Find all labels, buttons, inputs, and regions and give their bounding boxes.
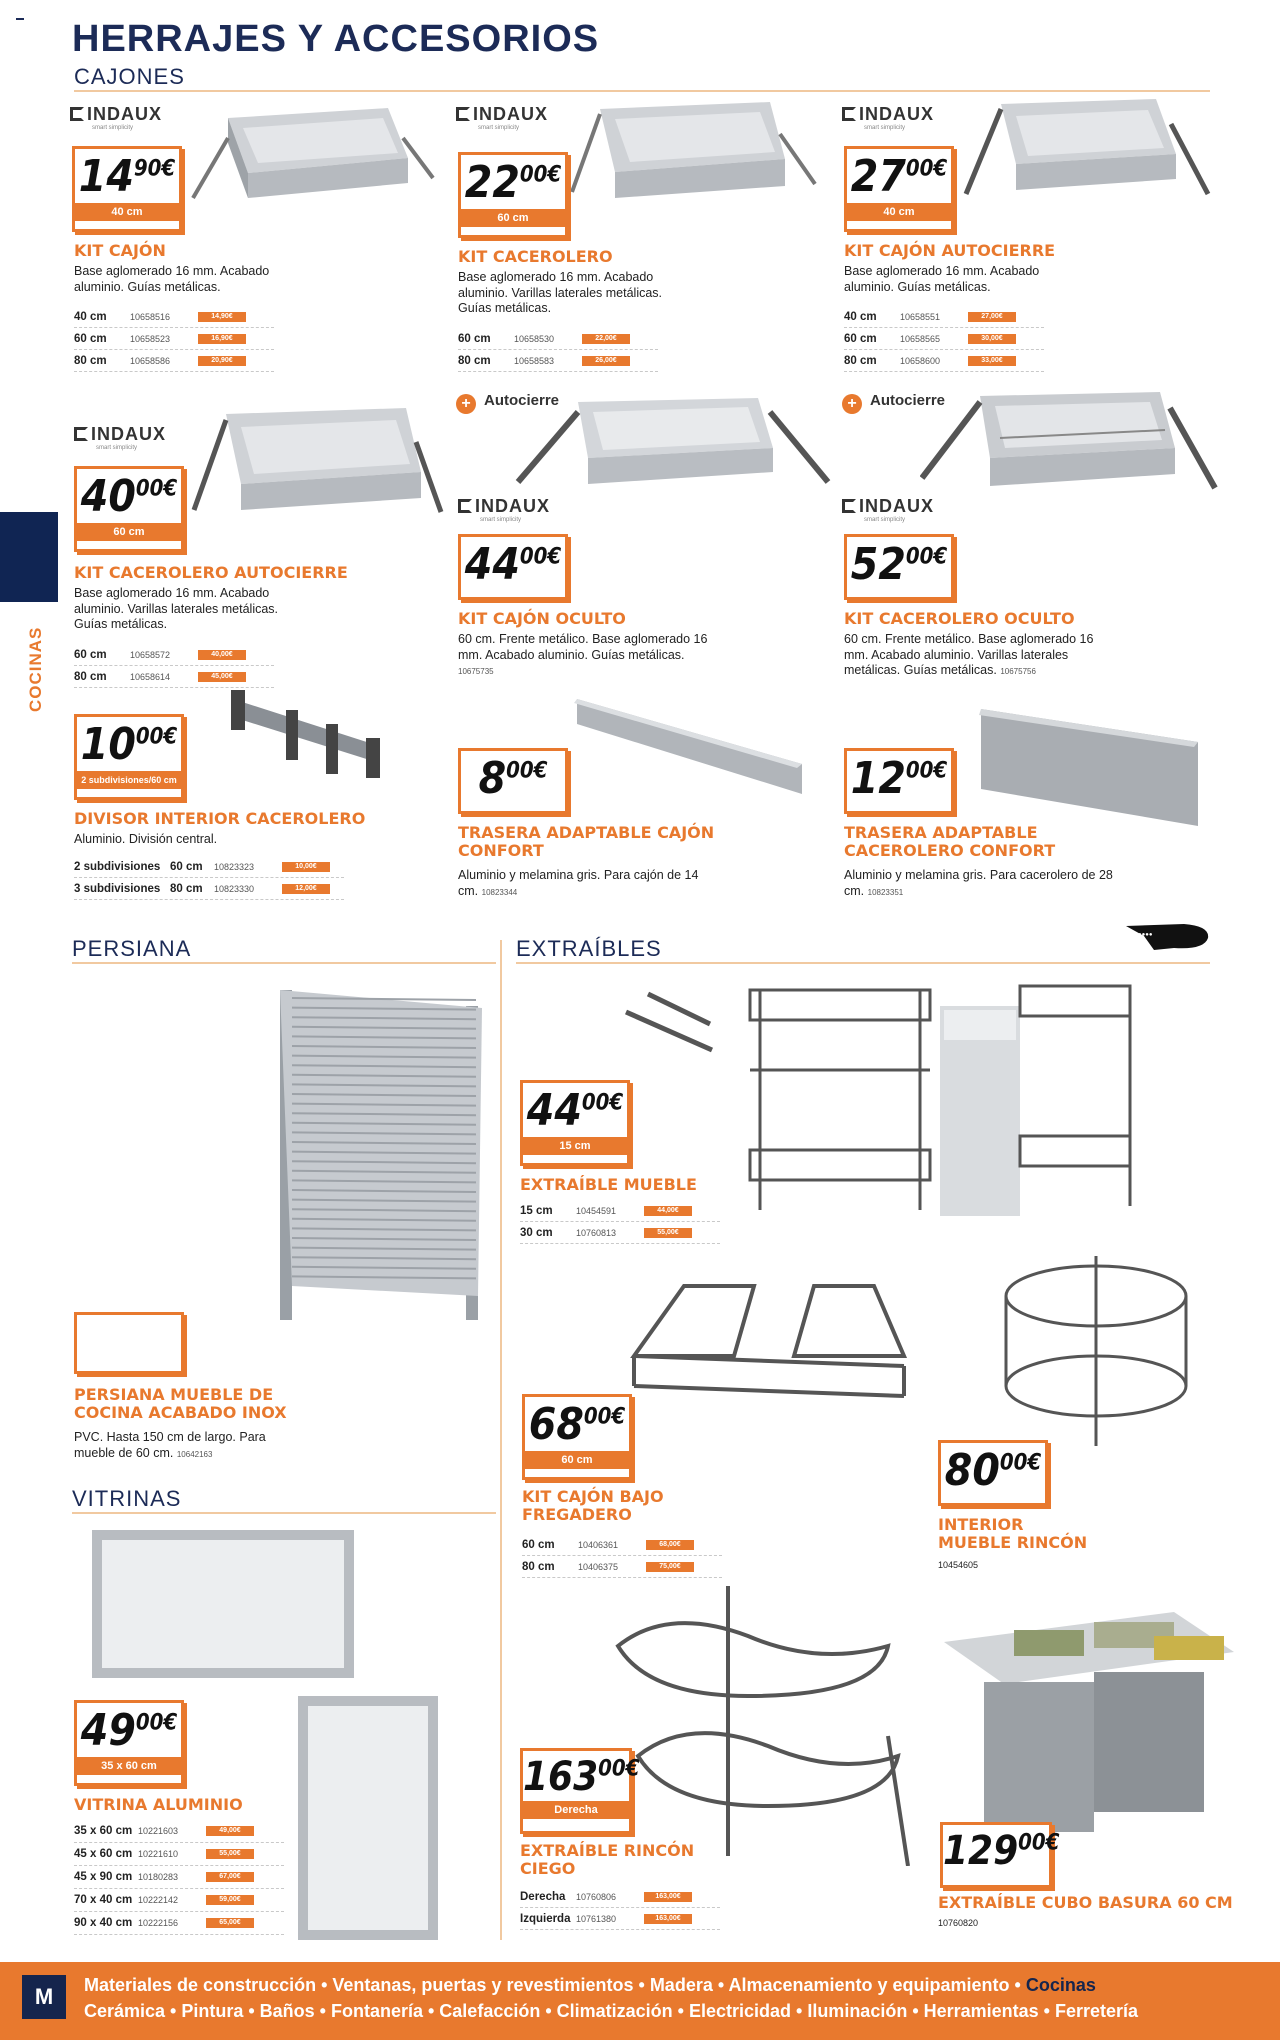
spec-row: 30 cm 10760813 55,00€ <box>520 1222 720 1244</box>
spec-table <box>74 306 274 372</box>
brand-mark-icon <box>70 107 84 121</box>
price-value: $22^{00€}$ <box>464 157 562 208</box>
price-tag: 35 x 60 cm <box>77 1757 181 1775</box>
price-tag: 60 cm <box>525 1451 629 1469</box>
brand-logo: INDAUX smart simplicity <box>458 496 550 523</box>
spec-row: 80 cm 10658586 20,90€ <box>74 350 274 372</box>
pullout-basket-image <box>740 970 940 1220</box>
waste-bin-pullout-image <box>924 1612 1240 1852</box>
product-desc: Base aglomerado 16 mm. Acabado aluminio. Guías metálicas. <box>844 264 1040 294</box>
divider-image <box>226 690 386 790</box>
spec-row: 80 cm 10658614 45,00€ <box>74 666 274 688</box>
price-badge <box>458 534 568 600</box>
hidden-cacerolero-image <box>920 388 1220 498</box>
spec-row: 40 cm 10658516 14,90€ <box>74 306 274 328</box>
plus-circle-icon: + <box>842 394 862 414</box>
section-rule <box>72 1512 496 1514</box>
price-badge <box>74 714 184 800</box>
price-value: $14^{90€}$ <box>78 151 176 202</box>
spec-table <box>522 1534 722 1578</box>
pullout-cabinet-image <box>930 976 1140 1236</box>
spec-row: 60 cm 10406361 68,00€ <box>522 1534 722 1556</box>
price-tag: 60 cm <box>461 209 565 227</box>
price-tag: 2 subdivisiones/60 cm <box>77 771 181 789</box>
back-panel-cacerolero-image <box>976 704 1206 834</box>
hidden-drawer-image <box>508 392 838 502</box>
product-name: EXTRAÍBLE CUBO BASURA 60 CM <box>938 1893 1233 1912</box>
spec-row: 45 x 60 cm 10221610 55,00€ <box>74 1843 284 1866</box>
price-value: $49^{00€}$ <box>80 1705 178 1756</box>
price-value: $8^{00€}$ <box>478 753 548 804</box>
product-desc: Aluminio. División central. <box>74 832 218 846</box>
brand-logo: INDAUX smart simplicity <box>74 424 166 451</box>
spec-row: 40 cm 10658551 27,00€ <box>844 306 1044 328</box>
spec-row: Derecha 10760806 163,00€ <box>520 1886 720 1908</box>
price-badge <box>844 146 954 232</box>
product-desc: 60 cm. Frente metálico. Base aglomerado 16 mm. Acabado aluminio. Varillas laterales metálicas. Guías metálicas. 10675756 <box>844 632 1094 678</box>
spec-row: 80 cm 10406375 75,00€ <box>522 1556 722 1578</box>
supplier-logo <box>1124 916 1212 952</box>
product-name: DIVISOR INTERIOR CACEROLERO <box>74 809 366 828</box>
brand-logo: INDAUX smart simplicity <box>842 496 934 523</box>
price-tag: Derecha <box>523 1801 629 1819</box>
product-name: KIT CAJÓN AUTOCIERRE <box>844 241 1056 260</box>
price-badge <box>520 1748 640 1834</box>
product-desc: Aluminio y melamina gris. Para cajón de 14 cm. 10823344 <box>458 868 699 898</box>
product-name: KIT CAJÓN <box>74 241 166 260</box>
brand-name: INDAUX <box>87 104 163 124</box>
product-name: VITRINA ALUMINIO <box>74 1795 243 1814</box>
spec-row: 80 cm 10658583 26,00€ <box>458 350 658 372</box>
product-code: 10760820 <box>938 1918 979 1928</box>
spec-table <box>74 644 274 688</box>
product-name: INTERIOR MUEBLE RINCÓN <box>938 1515 1088 1553</box>
spec-row: 60 cm 10658523 16,90€ <box>74 328 274 350</box>
price-tag: 60 cm <box>77 523 181 541</box>
slide-rails-image <box>618 988 718 1058</box>
spec-row: 60 cm 10658530 22,00€ <box>458 328 658 350</box>
price-badge <box>844 534 954 600</box>
back-panel-image <box>572 694 812 804</box>
product-name: EXTRAÍBLE RINCÓN CIEGO <box>520 1841 695 1879</box>
spec-table <box>74 856 344 900</box>
spec-row: 2 subdivisiones 60 cm 10823323 10,00€ <box>74 856 344 878</box>
product-name: TRASERA ADAPTABLE CACEROLERO CONFORT <box>844 823 1056 861</box>
section-vitrinas-title: VITRINAS <box>72 1486 182 1511</box>
footer-categories <box>84 1972 1214 2024</box>
product-desc: Base aglomerado 16 mm. Acabado aluminio. Guías metálicas. <box>74 264 270 294</box>
brand-logo <box>70 104 162 131</box>
price-tag: 15 cm <box>523 1137 627 1155</box>
price-badge <box>74 1700 184 1786</box>
price-value: $163^{00€}$ <box>523 1754 640 1800</box>
page-title: HERRAJES Y ACCESORIOS <box>72 18 600 60</box>
product-desc: PVC. Hasta 150 cm de largo. Para mueble de 60 cm. 10642163 <box>74 1430 266 1460</box>
product-desc: 60 cm. Frente metálico. Base aglomerado 16 mm. Acabado aluminio. Guías metálicas. 10675735 <box>458 632 708 677</box>
spec-row: 3 subdivisiones 80 cm 10823330 12,00€ <box>74 878 344 900</box>
price-badge <box>520 1080 630 1166</box>
spec-row: Izquierda 10761380 163,00€ <box>520 1908 720 1930</box>
product-name: KIT CACEROLERO AUTOCIERRE <box>74 563 348 582</box>
product-name: KIT CAJÓN OCULTO <box>458 609 626 628</box>
product-desc: Base aglomerado 16 mm. Acabado aluminio. Varillas laterales metálicas. Guías metálicas. <box>458 270 663 316</box>
blind-corner-pullout-image <box>608 1586 918 1866</box>
spec-row: 35 x 60 cm 10221603 49,00€ <box>74 1820 284 1843</box>
section-extraibles-title: EXTRAÍBLES <box>516 936 662 961</box>
price-value: $68^{00€}$ <box>528 1399 626 1450</box>
autocierre-drawer-image <box>956 94 1216 204</box>
price-badge <box>74 466 184 552</box>
spec-row: 70 x 40 cm 10222142 59,00€ <box>74 1889 284 1912</box>
section-rule <box>74 90 1210 92</box>
brand-logo: INDAUX smart simplicity <box>456 104 548 131</box>
svg-text:●●●●: ●●●● <box>1138 932 1153 938</box>
footer-line-1: Materiales de construcción • Ventanas, puertas y revestimientos • Madera • Almacenamiento y equipamiento • Cocinas <box>84 1975 1096 1995</box>
spec-table <box>74 1820 284 1935</box>
product-name: PERSIANA MUEBLE DE COCINA ACABADO INOX <box>74 1385 287 1423</box>
spec-row: 60 cm 10658565 30,00€ <box>844 328 1044 350</box>
spec-table <box>458 328 658 372</box>
corner-carousel-image <box>996 1256 1206 1446</box>
price-value: $10^{00€}$ <box>80 719 178 770</box>
price-value: $40^{00€}$ <box>80 471 178 522</box>
price-value: $44^{00€}$ <box>464 539 562 590</box>
price-badge <box>844 748 954 814</box>
spec-row: 60 cm 10658572 40,00€ <box>74 644 274 666</box>
product-desc: Base aglomerado 16 mm. Acabado aluminio. Varillas laterales metálicas. Guías metálicas. <box>74 586 279 632</box>
price-value: $52^{00€}$ <box>850 539 948 590</box>
section-rule <box>72 962 496 964</box>
spec-table <box>844 306 1044 372</box>
side-category-label: COCINAS <box>26 626 45 712</box>
glass-cabinet-horizontal-image <box>92 1530 354 1678</box>
section-rule <box>516 962 1210 964</box>
spec-table <box>520 1200 720 1244</box>
plus-circle-icon: + <box>456 394 476 414</box>
price-badge <box>458 748 568 814</box>
under-sink-drawer-image <box>614 1266 914 1416</box>
spec-table <box>520 1886 720 1930</box>
price-badge-empty <box>74 1312 184 1374</box>
price-tag: 40 cm <box>75 203 179 221</box>
roller-shutter-image <box>276 986 486 1326</box>
drawer-kit-image <box>188 98 438 208</box>
price-value: $44^{00€}$ <box>526 1085 624 1136</box>
store-logo: M <box>22 1975 66 2019</box>
glass-cabinet-vertical-image <box>298 1696 438 1940</box>
brand-mark-icon <box>456 107 470 121</box>
product-name: TRASERA ADAPTABLE CAJÓN CONFORT <box>458 823 715 861</box>
product-desc: Aluminio y melamina gris. Para cacerolero de 28 cm. 10823351 <box>844 868 1113 898</box>
price-tag: 40 cm <box>847 203 951 221</box>
autocierre-badge: + Autocierre <box>456 392 559 414</box>
section-divider <box>500 940 502 1940</box>
brand-logo: INDAUX smart simplicity <box>842 104 934 131</box>
spec-row: 80 cm 10658600 33,00€ <box>844 350 1044 372</box>
product-name: KIT CACEROLERO OCULTO <box>844 609 1075 628</box>
brand-mark-icon <box>458 499 472 513</box>
price-badge <box>938 1440 1048 1506</box>
brand-mark-icon <box>842 107 856 121</box>
price-value: $27^{00€}$ <box>850 151 948 202</box>
price-value: $129^{00€}$ <box>943 1828 1060 1874</box>
brand-tagline: smart simplicity <box>92 125 134 131</box>
product-name: EXTRAÍBLE MUEBLE <box>520 1175 697 1194</box>
brand-mark-icon <box>842 499 856 513</box>
price-value: $80^{00€}$ <box>944 1445 1042 1496</box>
spec-row: 90 x 40 cm 10222156 65,00€ <box>74 1912 284 1935</box>
price-value: $12^{00€}$ <box>850 753 948 804</box>
price-badge <box>940 1822 1060 1888</box>
section-cajones-title: CAJONES <box>74 64 185 89</box>
side-tab-block <box>0 512 58 602</box>
price-badge <box>522 1394 632 1480</box>
spec-row: 45 x 90 cm 10180283 67,00€ <box>74 1866 284 1889</box>
cacerolero-autocierre-image <box>186 402 446 522</box>
spec-row: 15 cm 10454591 44,00€ <box>520 1200 720 1222</box>
footer-line-2: Cerámica • Pintura • Baños • Fontanería • Calefacción • Climatización • Electricidad • Iluminación • Herramientas • Ferretería <box>84 2001 1139 2021</box>
product-name: KIT CAJÓN BAJO FREGADERO <box>522 1487 664 1525</box>
product-name: KIT CACEROLERO <box>458 247 613 266</box>
section-persiana-title: PERSIANA <box>72 936 192 961</box>
autocierre-badge: + Autocierre <box>842 392 945 414</box>
product-code: 10454605 <box>938 1560 979 1570</box>
cacerolero-kit-image <box>570 94 820 204</box>
price-badge <box>72 146 182 232</box>
price-badge <box>458 152 568 238</box>
brand-mark-icon <box>74 427 88 441</box>
top-marker <box>16 18 24 20</box>
